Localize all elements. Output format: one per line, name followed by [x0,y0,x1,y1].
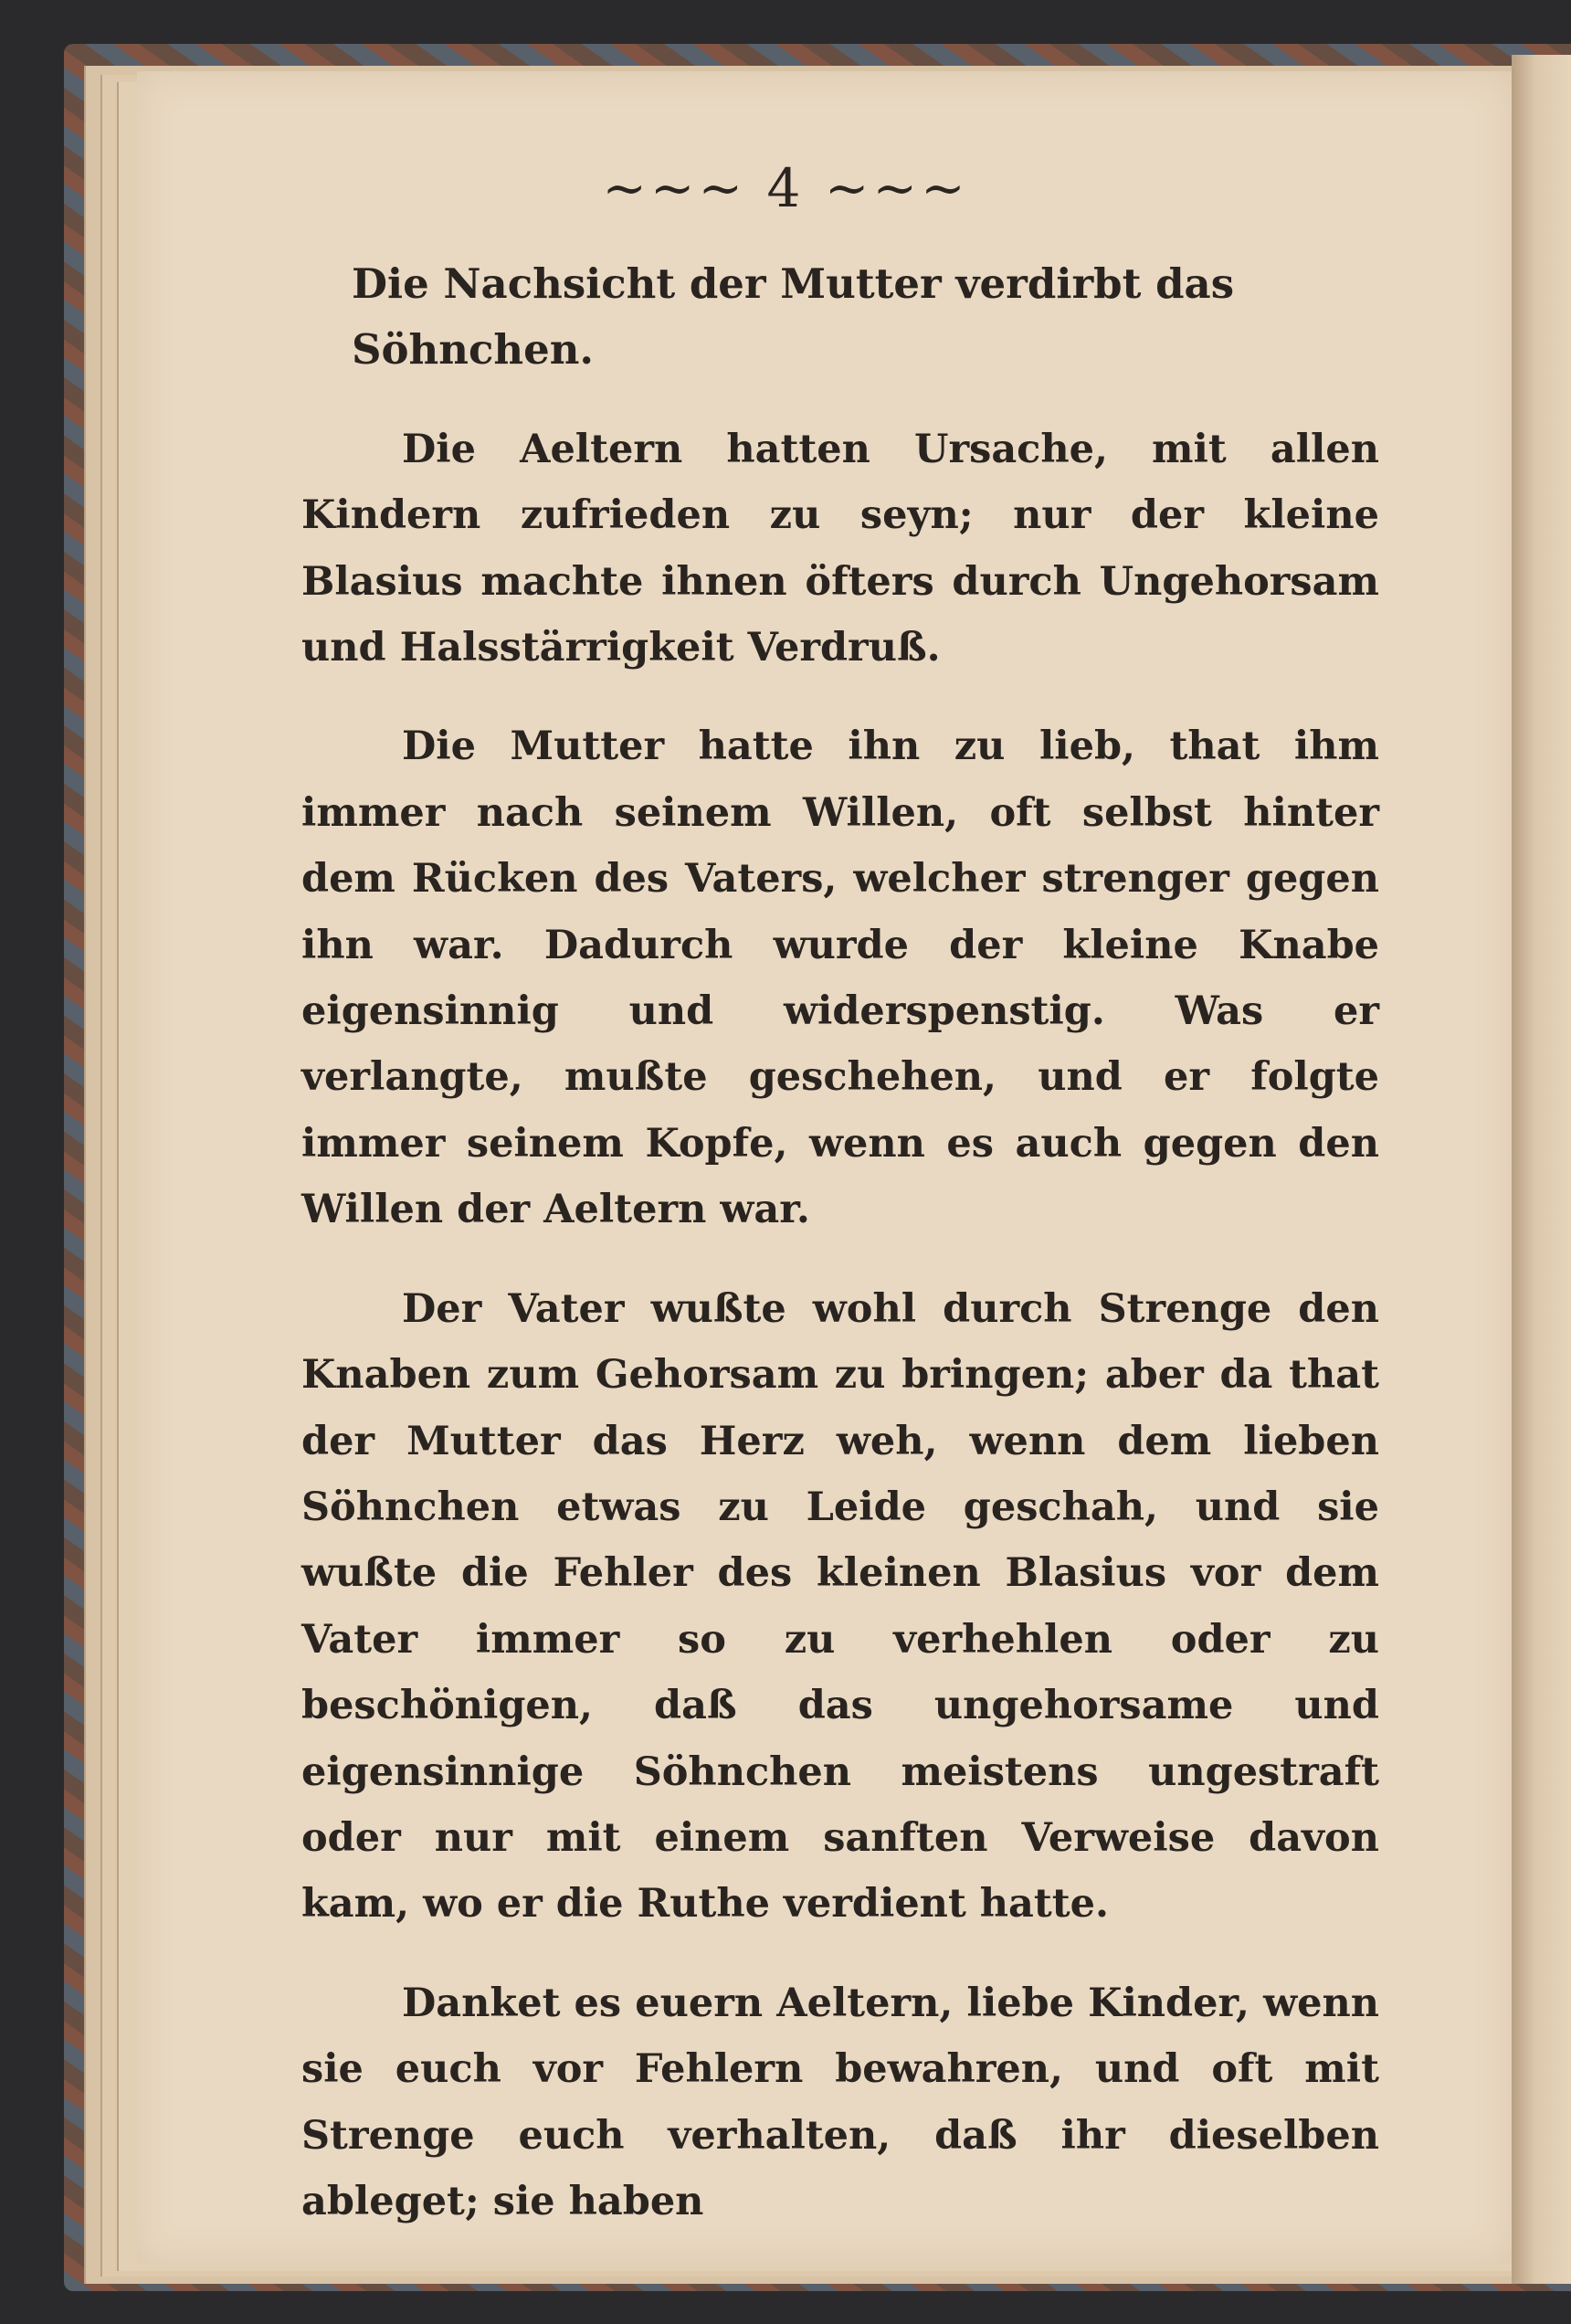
paragraph: Die Mutter hatte ihn zu lieb, that ihm immer nach seinem Willen, oft selbst hinter dem Rücken des Vaters, welcher strenger gegen ihn war. Dadurch wurde der kleine Knabe eigensinnig und widerspenstig. Was er verlangte, mußte geschehen, und er folgte immer seinem Kopfe, wenn es auch gegen den Willen der Aeltern war. [301,724,1379,1233]
paragraph: Danket es euern Aeltern, liebe Kinder, wenn sie euch vor Fehlern bewahren, und oft mit Strenge euch verhalten, daß ihr dieselben ableget; sie haben [301,1980,1379,2224]
chapter-title: Die Nachsicht der Mutter verdirbt das Söhnchen. [352,259,1235,375]
page-number: ~~~ 4 ~~~ [602,157,969,219]
paragraph: Der Vater wußte wohl durch Strenge den Knaben zum Gehorsam zu bringen; aber da that der Mutter das Herz weh, wenn dem lieben Söhnchen etwas zu Leide geschah, und sie wußte die Fehler des kleinen Blasius vor dem Vater immer so zu verhehlen oder zu beschönigen, daß das ungehorsame und eigensinnige Söhnchen meistens ungestraft oder nur mit einem sanften Verweise davon kam, wo er die Ruthe verdient hatte. [301,1285,1379,1928]
paragraph: Die Aeltern hatten Ursache, mit allen Kindern zufrieden zu seyn; nur der kleine Blasius machte ihnen öfters durch Ungehorsam und Halsstärrigkeit Verdruß. [301,426,1379,671]
page-text [301,251,1379,2234]
page-gutter [1512,55,1571,2284]
